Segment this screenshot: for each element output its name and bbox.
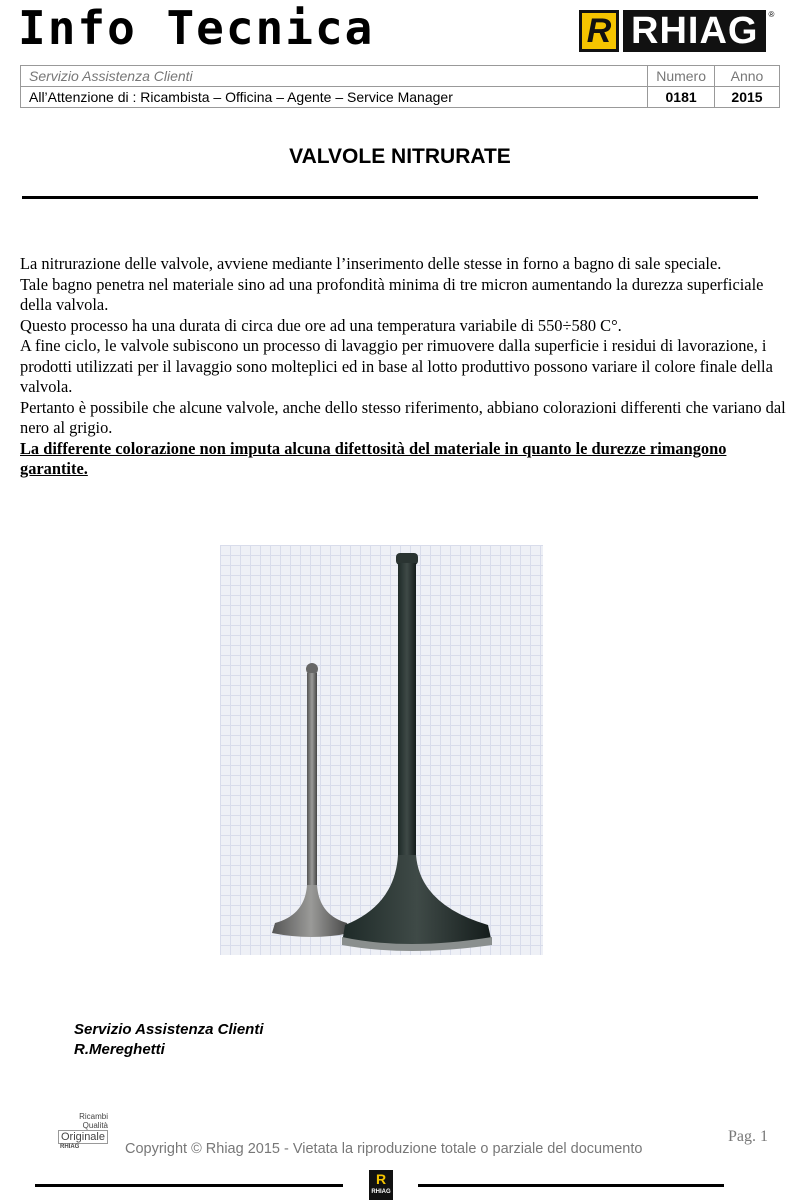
anno-label: Anno [715, 66, 780, 87]
paragraph: A fine ciclo, le valvole subiscono un processo di lavaggio per rimuovere dalla superficie i residui di lavorazione, i prodotti utilizzati per il lavaggio sono molteplici ed in base al lotto produttivo possono variare il colore finale della valvola. [20, 336, 773, 396]
paragraph: Tale bagno penetra nel materiale sino ad una profondità minima di tre micron aumentando la durezza superficiale della valvola. [20, 274, 764, 314]
large-valve [342, 553, 492, 951]
mini-logo-text: RHIAG [371, 1189, 391, 1195]
rhiag-logo [579, 10, 774, 52]
paragraph: La nitrurazione delle valvole, avviene mediante l’inserimento delle stesse in forno a bagno di sale speciale. [20, 254, 722, 273]
attention-line: All’Attenzione di : Ricambista – Officina – Agente – Service Manager [21, 87, 648, 108]
seal-text: Originale [58, 1130, 108, 1144]
logo-mark: R [579, 10, 619, 52]
seal-text: RHIAG [60, 1144, 80, 1150]
quality-seal [38, 1112, 108, 1166]
paragraph: Pertanto è possibile che alcune valvole, anche dello stesso riferimento, abbiano colorazioni differenti che variano dal nero al grigio. [20, 397, 786, 437]
service-label: Servizio Assistenza Clienti [21, 66, 648, 87]
registered-mark: ® [768, 10, 775, 19]
document-title: VALVOLE NITRURATE [289, 145, 511, 168]
copyright-notice: Copyright © Rhiag 2015 - Vietata la riproduzione totale o parziale del documento [125, 1141, 643, 1157]
info-table [20, 65, 780, 108]
document-body [20, 254, 790, 480]
valves-illustration [220, 545, 543, 955]
signature-name: R.Mereghetti [74, 1041, 165, 1058]
anno-value: 2015 [715, 87, 780, 108]
brand-title: Info Tecnica [18, 1, 375, 55]
footer-mini-logo: R RHIAG [369, 1170, 393, 1200]
valves-photo [220, 545, 543, 955]
page-number: Pag. 1 [728, 1128, 768, 1145]
footer-rule-left [35, 1184, 343, 1187]
signature-department: Servizio Assistenza Clienti [74, 1021, 264, 1038]
small-valve [272, 663, 350, 937]
seal-text: Ricambi [79, 1112, 108, 1121]
seal-text: Qualità [82, 1121, 108, 1130]
emphasis-paragraph: La differente colorazione non imputa alcuna difettosità del materiale in quanto le durezze rimangono garantite. [20, 438, 727, 478]
title-divider [22, 196, 758, 199]
paragraph: Questo processo ha una durata di circa due ore ad una temperatura variabile di 550÷580 C°. [20, 315, 622, 335]
footer-rule-right [418, 1184, 724, 1187]
signature [74, 1020, 264, 1060]
numero-label: Numero [648, 66, 715, 87]
logo-text: RHIAG [623, 10, 766, 52]
numero-value: 0181 [648, 87, 715, 108]
